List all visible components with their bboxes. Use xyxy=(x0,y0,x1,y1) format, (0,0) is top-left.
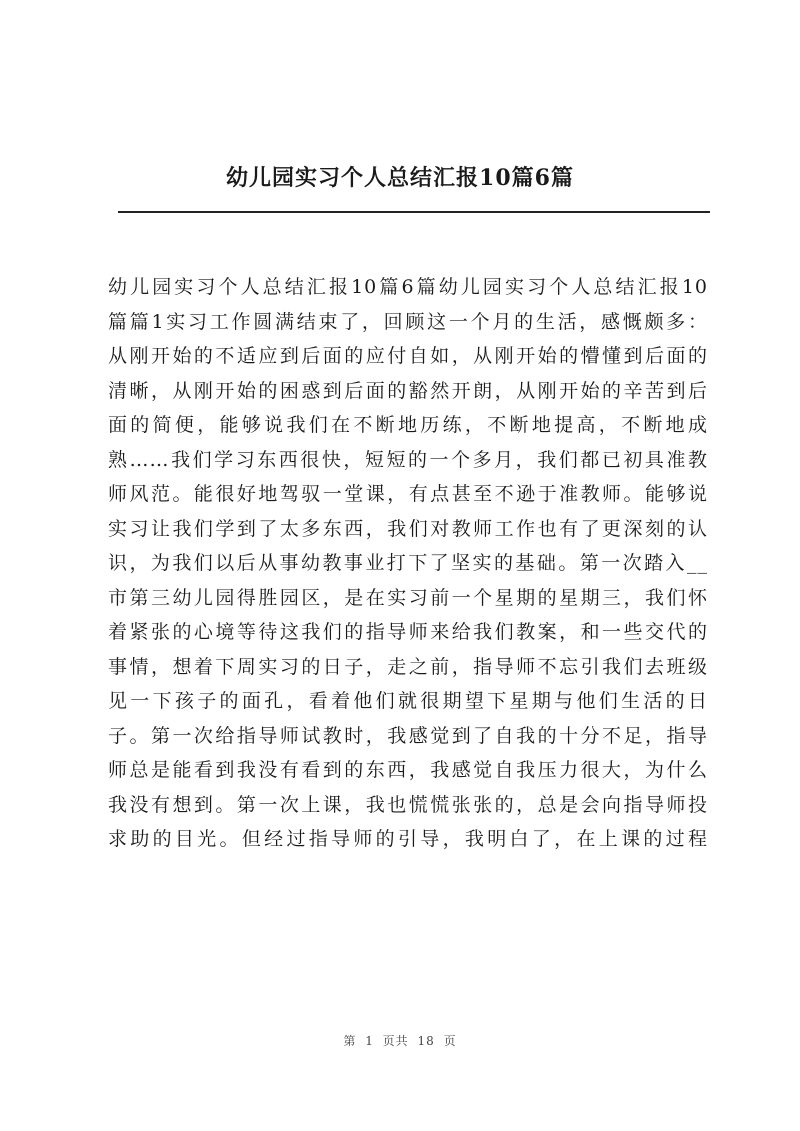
document-body xyxy=(108,270,708,857)
body-line: 实习让我们学到了太多东西，我们对教师工作也有了更深刻的认 xyxy=(108,517,708,540)
body-line: 事情，想着下周实习的日子，走之前，指导师不忘引我们去班级 xyxy=(108,655,708,678)
body-line: 见一下孩子的面孔，看着他们就很期望下星期与他们生活的日 xyxy=(108,690,708,712)
body-line: 从刚开始的不适应到后面的应付自如，从刚开始的懵懂到后面的 xyxy=(108,345,708,367)
body-line: 识，为我们以后从事幼教事业打下了坚实的基础。第一次踏入__ xyxy=(108,552,708,574)
page-number-footer: 第 1 页共 18 页 xyxy=(343,1034,457,1048)
body-line: 求助的目光。但经过指导师的引导，我明白了，在上课的过程 xyxy=(108,828,708,850)
body-line: 子。第一次给指导师试教时，我感觉到了自我的十分不足，指导 xyxy=(108,724,708,747)
body-line: 师风范。能很好地驾驭一堂课，有点甚至不逊于准教师。能够说 xyxy=(108,483,708,505)
body-line: 面的简便，能够说我们在不断地历练，不断地提高，不断地成 xyxy=(108,414,708,436)
body-line: 篇篇1实习工作圆满结束了，回顾这一个月的生活，感慨颇多： xyxy=(108,310,708,333)
body-line: 清晰，从刚开始的困惑到后面的豁然开朗，从刚开始的辛苦到后 xyxy=(108,379,708,402)
body-line: 着紧张的心境等待这我们的指导师来给我们教案，和一些交代的 xyxy=(108,621,708,643)
body-line: 我没有想到。第一次上课，我也慌慌张张的，总是会向指导师投 xyxy=(108,793,708,816)
body-line: 市第三幼儿园得胜园区，是在实习前一个星期的星期三，我们怀 xyxy=(108,586,708,609)
body-line: 幼儿园实习个人总结汇报10篇6篇幼儿园实习个人总结汇报10 xyxy=(108,276,708,298)
body-line: 师总是能看到我没有看到的东西，我感觉自我压力很大，为什么 xyxy=(108,759,708,781)
body-line: 熟……我们学习东西很快，短短的一个多月，我们都已初具准教 xyxy=(108,448,708,471)
title-divider xyxy=(118,211,710,213)
page-title: 幼儿园实习个人总结汇报10篇6篇 xyxy=(226,165,574,191)
